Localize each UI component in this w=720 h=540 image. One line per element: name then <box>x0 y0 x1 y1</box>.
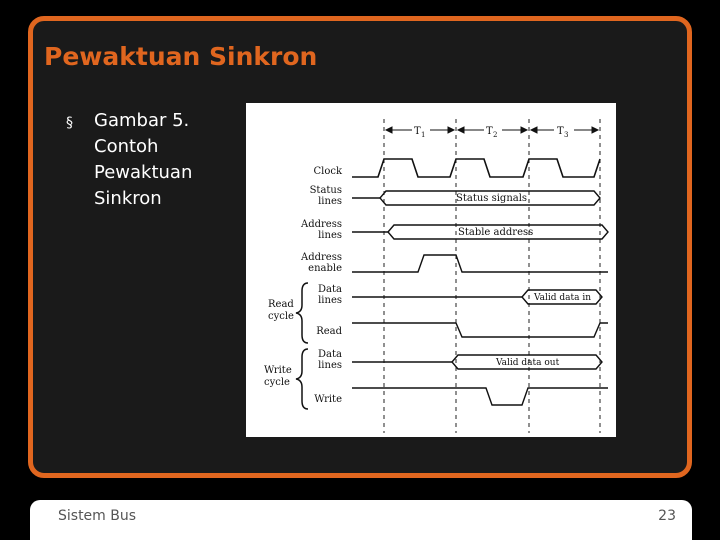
footer-bar <box>30 500 692 540</box>
clock-waveform <box>352 159 600 177</box>
label-address-1: Address <box>301 219 342 230</box>
period-guides <box>384 119 600 433</box>
period-t3-label: T <box>557 126 564 137</box>
label-clock: Clock <box>313 166 342 177</box>
bullet-text: Gambar 5. Contoh Pewaktuan Sinkron <box>94 110 193 209</box>
write-waveform <box>352 388 608 405</box>
period-t3-sub: 3 <box>564 131 569 139</box>
label-write-cycle-1: Write <box>264 365 292 376</box>
label-write-data-2: lines <box>318 360 342 371</box>
slide-title: Pewaktuan Sinkron <box>44 42 318 71</box>
label-addr-enable-1: Address <box>301 252 342 263</box>
bullet-marker: § <box>66 115 73 131</box>
label-read-cycle-2: cycle <box>268 311 294 322</box>
write-data-bus <box>352 355 602 369</box>
period-t1-sub: 1 <box>421 131 426 139</box>
label-addr-enable-2: enable <box>308 263 342 274</box>
timing-diagram-svg <box>246 103 616 437</box>
label-status-2: lines <box>318 196 342 207</box>
label-read-cycle-1: Read <box>268 299 294 310</box>
timing-diagram <box>246 103 616 437</box>
label-write-data-1: Data <box>318 349 342 360</box>
label-write-cycle-2: cycle <box>264 377 290 388</box>
address-enable-waveform <box>352 255 608 272</box>
label-read-data-1: Data <box>318 284 342 295</box>
label-status-1: Status <box>309 185 342 196</box>
stable-address-text: Stable address <box>458 227 534 238</box>
label-address-2: lines <box>318 230 342 241</box>
read-cycle-brace <box>296 283 308 343</box>
period-t2-sub: 2 <box>493 131 498 139</box>
valid-data-in-text: Valid data in <box>534 293 592 303</box>
footer-section-label: Sistem Bus <box>58 508 137 524</box>
write-cycle-brace <box>296 349 308 409</box>
read-waveform <box>352 323 608 337</box>
page-number: 23 <box>658 508 676 524</box>
bullet-item <box>66 108 226 212</box>
status-signals-text: Status signals <box>456 193 528 204</box>
label-read: Read <box>316 326 342 337</box>
period-t1-label: T <box>414 126 421 137</box>
valid-data-out-text: Valid data out <box>496 358 560 368</box>
label-write: Write <box>314 394 342 405</box>
period-t2-label: T <box>486 126 493 137</box>
label-read-data-2: lines <box>318 295 342 306</box>
